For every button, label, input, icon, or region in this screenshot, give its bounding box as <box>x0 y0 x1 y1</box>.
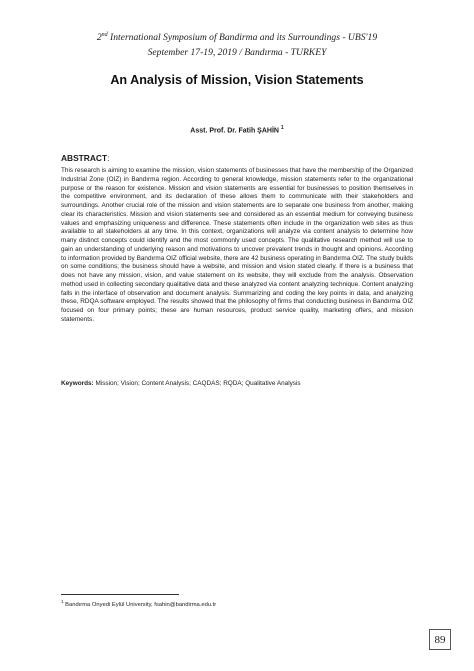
conference-name-line <box>40 28 434 45</box>
page-number-box <box>429 629 451 650</box>
keywords-label: Keywords: <box>61 380 94 387</box>
footnote-mark: 1 <box>61 599 64 604</box>
conference-header <box>40 28 434 60</box>
footnote-text: Bandırma Onyedi Eylül University, fsahin@bandirma.edu.tr <box>63 601 217 608</box>
footnote-divider <box>61 594 179 595</box>
conference-name: International Symposium of Bandirma and its Surroundings - UBS'19 <box>107 32 378 44</box>
page-number: 89 <box>434 633 446 646</box>
conference-ordinal-suffix: nd <box>101 32 108 38</box>
abstract-heading-label: ABSTRACT <box>61 153 108 163</box>
author-line <box>30 123 444 136</box>
abstract-body: This research is aiming to examine the mission, vision statements of businesses that have the membership of the Organized Industrial Zone (OIZ) in Bandırma region. According to general knowledge, mission statements refer to the organizational purpose or the reason for existence. Mission and vision statements are essential for businesses to position themselves in the competitive environment, and its declaration of these allows them to communicate with their stakeholders and surroundings. Another crucial role of the mission and vision statements are to separate one business from another, making clear its characteristics. Mission and vision statements see and considered as an essential medium for conveying business values and emphasizing uniqueness and difference. These statements often include in the organization web sites as thus available to all stakeholders at any time. In this context, organizations will analyze via content analysis to determine how many distinct concepts could identify and the most commonly used concepts. The qualitative research method will use to gain an understanding of underlying reason and motivations to uncover prevalent trends in thought and opinions. According to information provided by Bandırma OIZ official website, there are 42 business operating in Bandırma OIZ. The study builds on some conditions; the business should have a website, and mission and vision stated clearly. If there is a business that does not have any mission, vision, and value statement on its website, they will exclude from the analysis. Observation method used in collecting secondary qualitative data and these analyzed via content analyzing technique. Content analyzing falls in the interface of observation and document analysis. Summarizing and coding the key points in data, and analyzing these, RDQA software employed. The results showed that the philosophy of firms that conducting business in Bandırma OIZ focused on four primary points; these are human resources, product service quality, marketing offers, and mission statements. <box>61 167 413 323</box>
footnote <box>61 598 401 609</box>
abstract-heading <box>61 153 109 164</box>
author-name: Asst. Prof. Dr. Fatih ŞAHİN <box>190 127 279 135</box>
author-footnote-mark: 1 <box>280 125 284 131</box>
paper-title: An Analysis of Mission, Vision Statements <box>110 73 364 87</box>
keywords-list: Mission; Vision; Content Analysis; CAQDAS; RQDA; Qualitative Analysis <box>93 380 301 387</box>
abstract-heading-colon: : <box>107 153 110 163</box>
keywords-line <box>61 379 413 388</box>
conference-ordinal: 2 <box>96 32 102 44</box>
conference-dates-location: September 17-19, 2019 / Bandırma - TURKEY <box>147 47 327 59</box>
